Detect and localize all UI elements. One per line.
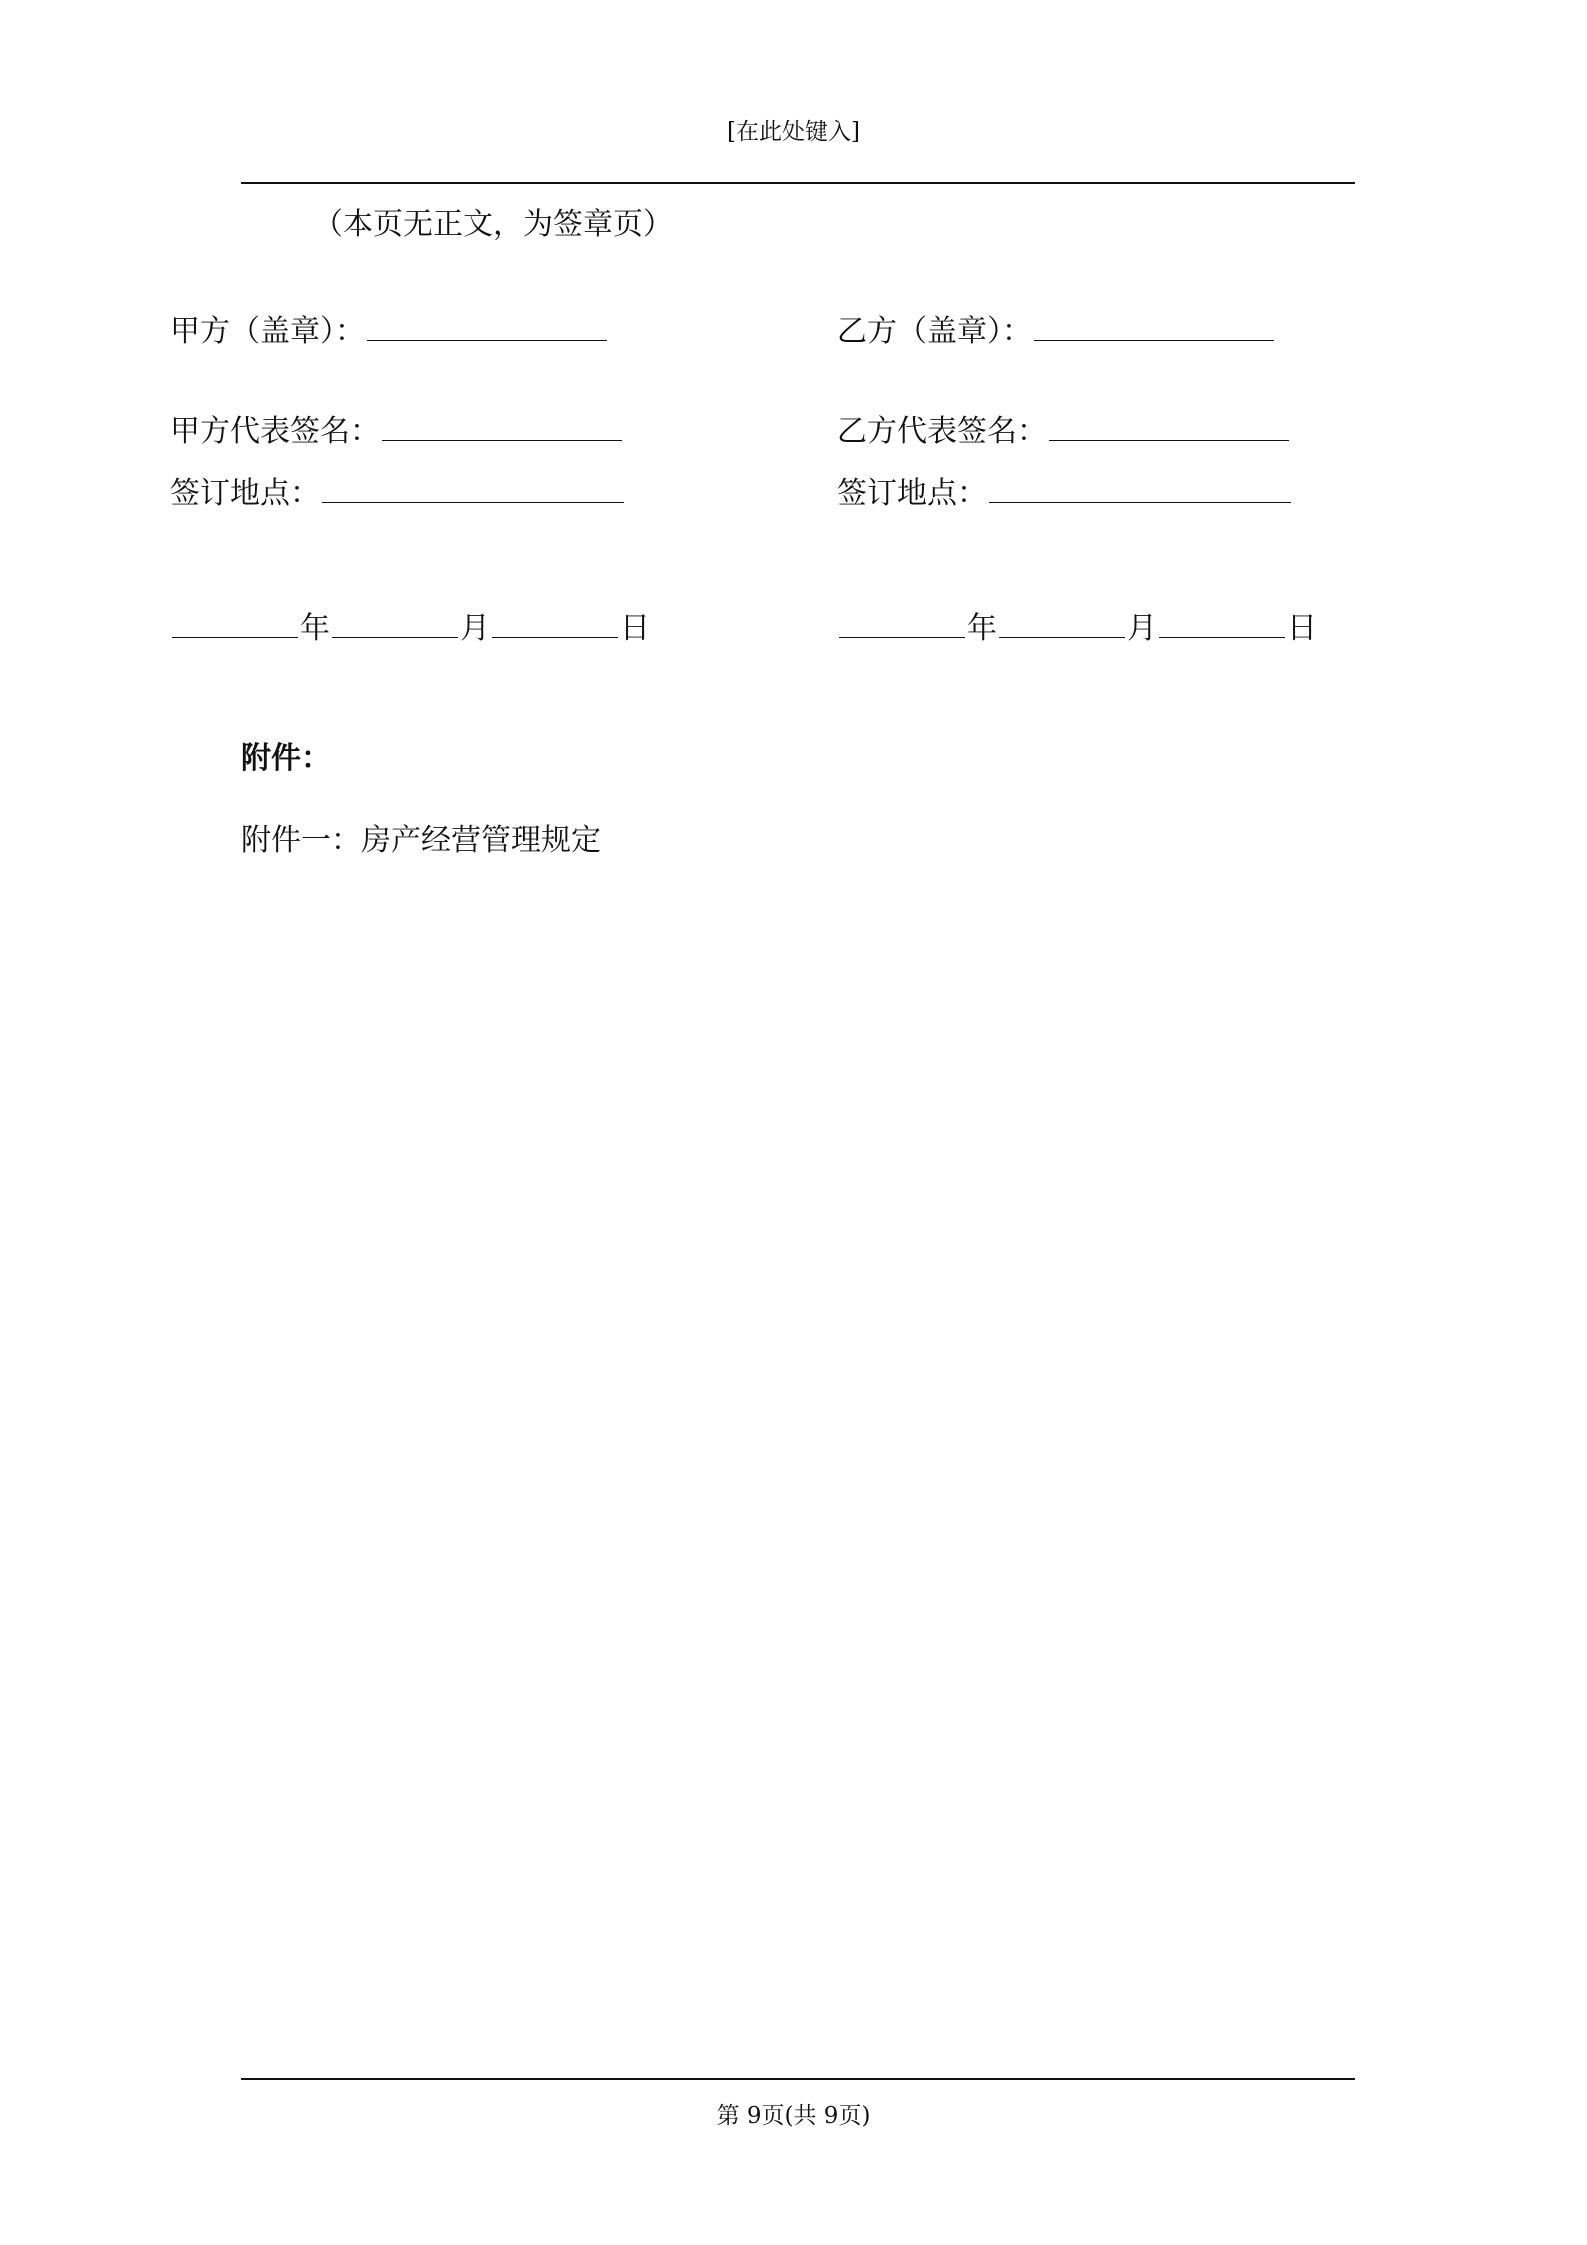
party-a-date-row [170,607,650,649]
party-a-year-label: 年 [300,611,330,646]
party-a-day-label: 日 [620,611,650,646]
party-a-month-blank[interactable] [332,607,458,638]
party-b-seal-label: 乙方（盖章）： [837,314,1032,349]
party-b-place-blank[interactable] [989,472,1291,503]
party-a-seal-label: 甲方（盖章）： [170,314,365,349]
header-divider [241,182,1355,184]
page-note: （本页无正文，为签章页） [313,207,673,242]
party-a-rep-row [170,410,624,452]
attachment-item: 附件一：房产经营管理规定 [241,823,601,858]
party-a-rep-blank[interactable] [382,410,622,441]
party-a-seal-row [170,310,609,352]
party-a-rep-label: 甲方代表签名： [170,414,380,449]
party-a-day-blank[interactable] [492,607,618,638]
party-b-year-label: 年 [967,611,997,646]
party-b-rep-row [837,410,1291,452]
party-a-year-blank[interactable] [172,607,298,638]
party-b-rep-blank[interactable] [1049,410,1289,441]
party-b-day-label: 日 [1287,611,1317,646]
party-b-month-blank[interactable] [999,607,1125,638]
footer-divider [241,2078,1355,2080]
party-b-day-blank[interactable] [1159,607,1285,638]
party-b-place-row [837,472,1293,514]
page-footer: 第 9页(共 9页) [716,2103,871,2129]
party-b-month-label: 月 [1127,611,1157,646]
party-b-seal-row [837,310,1276,352]
party-a-place-label: 签订地点： [170,476,320,511]
party-a-place-blank[interactable] [322,472,624,503]
party-b-place-label: 签订地点： [837,476,987,511]
party-a-month-label: 月 [460,611,490,646]
party-b-year-blank[interactable] [839,607,965,638]
party-b-seal-blank[interactable] [1034,310,1274,341]
page-header: [在此处键入] [727,119,860,145]
party-b-rep-label: 乙方代表签名： [837,414,1047,449]
party-a-place-row [170,472,626,514]
party-b-date-row [837,607,1317,649]
party-a-seal-blank[interactable] [367,310,607,341]
attachments-heading: 附件： [241,741,331,776]
